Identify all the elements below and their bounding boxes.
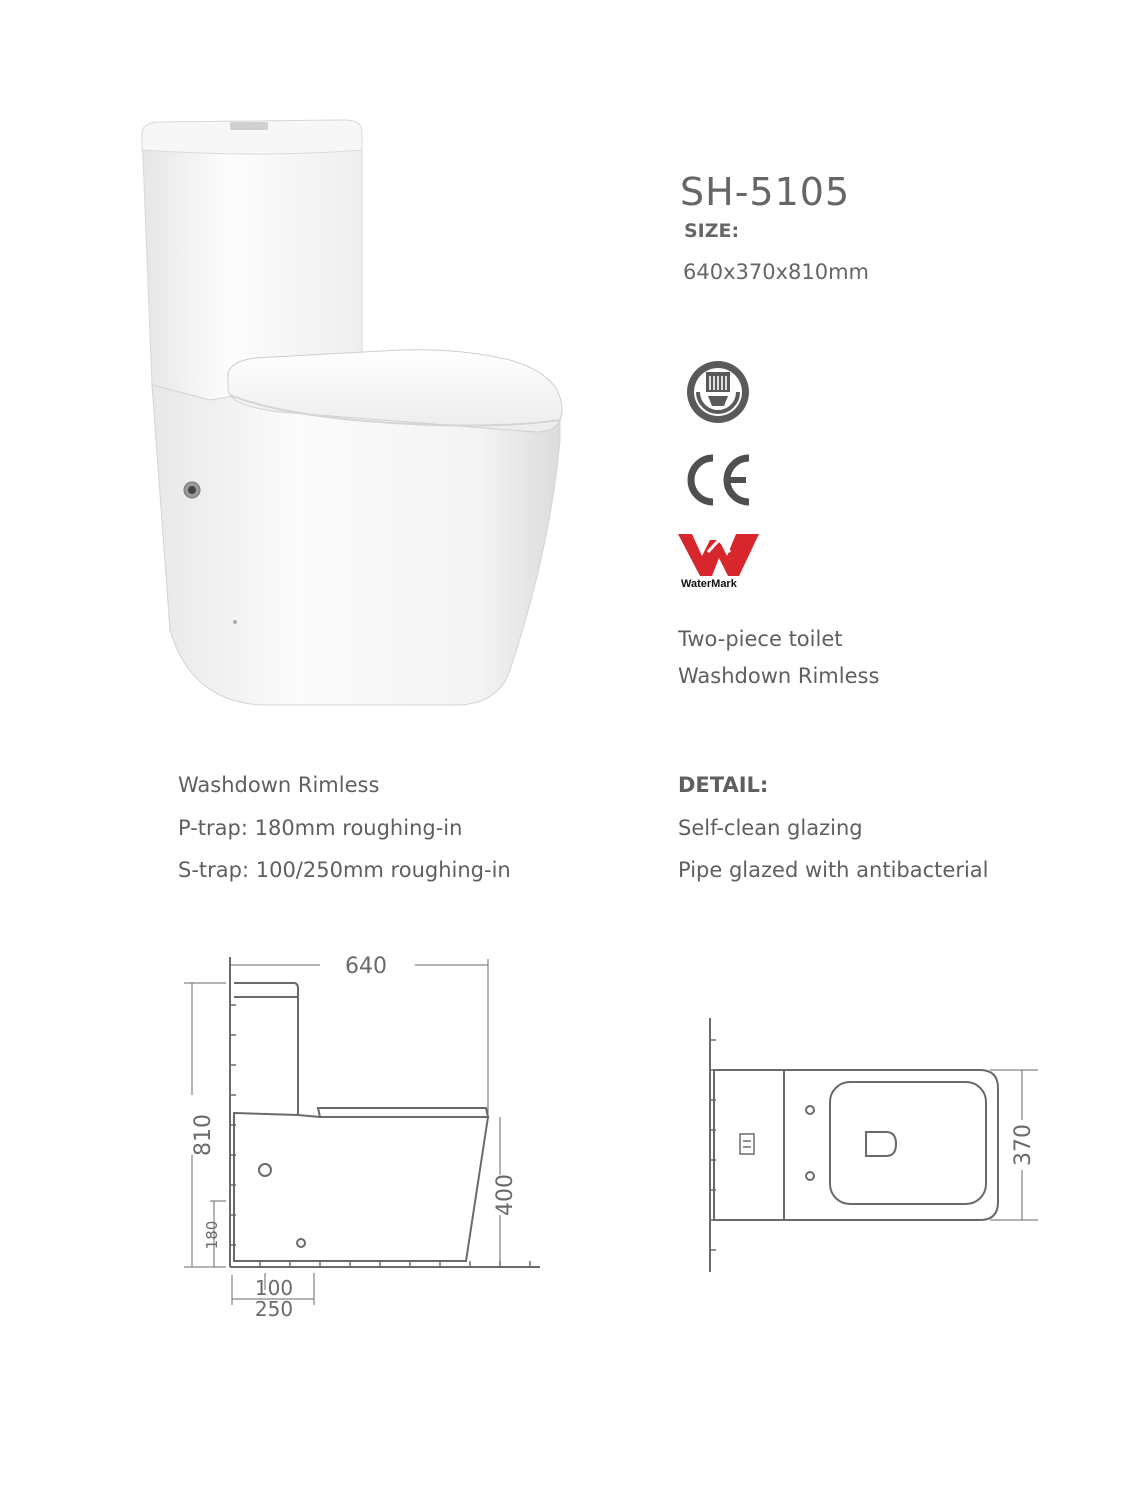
dimension-strap-250: 250 xyxy=(254,1297,294,1321)
dimension-depth: 370 xyxy=(1011,1124,1036,1166)
detail-heading: DETAIL: xyxy=(678,773,769,797)
product-type-line2: Washdown Rimless xyxy=(678,664,880,688)
size-value: 640x370x810mm xyxy=(683,260,870,284)
dimension-height: 810 xyxy=(191,1114,216,1156)
spec-flush-type: Washdown Rimless xyxy=(178,773,380,797)
product-type-line1: Two-piece toilet xyxy=(678,627,843,651)
model-number: SH-5105 xyxy=(680,170,851,214)
watermark-label: WaterMark xyxy=(681,578,737,590)
product-photo xyxy=(130,110,590,720)
detail-item: Pipe glazed with antibacterial xyxy=(678,858,989,882)
dimension-seat-height: 400 xyxy=(493,1174,518,1216)
watermark-logo-icon xyxy=(678,532,760,578)
dimension-strap-100: 100 xyxy=(254,1276,294,1300)
detail-item: Self-clean glazing xyxy=(678,816,863,840)
dimension-ptrap: 180 xyxy=(203,1220,221,1250)
dimension-width: 640 xyxy=(345,954,387,979)
spec-strap: S-trap: 100/250mm roughing-in xyxy=(178,858,511,882)
size-label: SIZE: xyxy=(684,220,740,242)
side-view-drawing xyxy=(170,945,550,1325)
ce-mark-icon xyxy=(682,452,754,508)
top-view-drawing xyxy=(690,1010,1050,1280)
drain-pipe-certification-icon xyxy=(684,358,752,426)
spec-ptrap: P-trap: 180mm roughing-in xyxy=(178,816,463,840)
